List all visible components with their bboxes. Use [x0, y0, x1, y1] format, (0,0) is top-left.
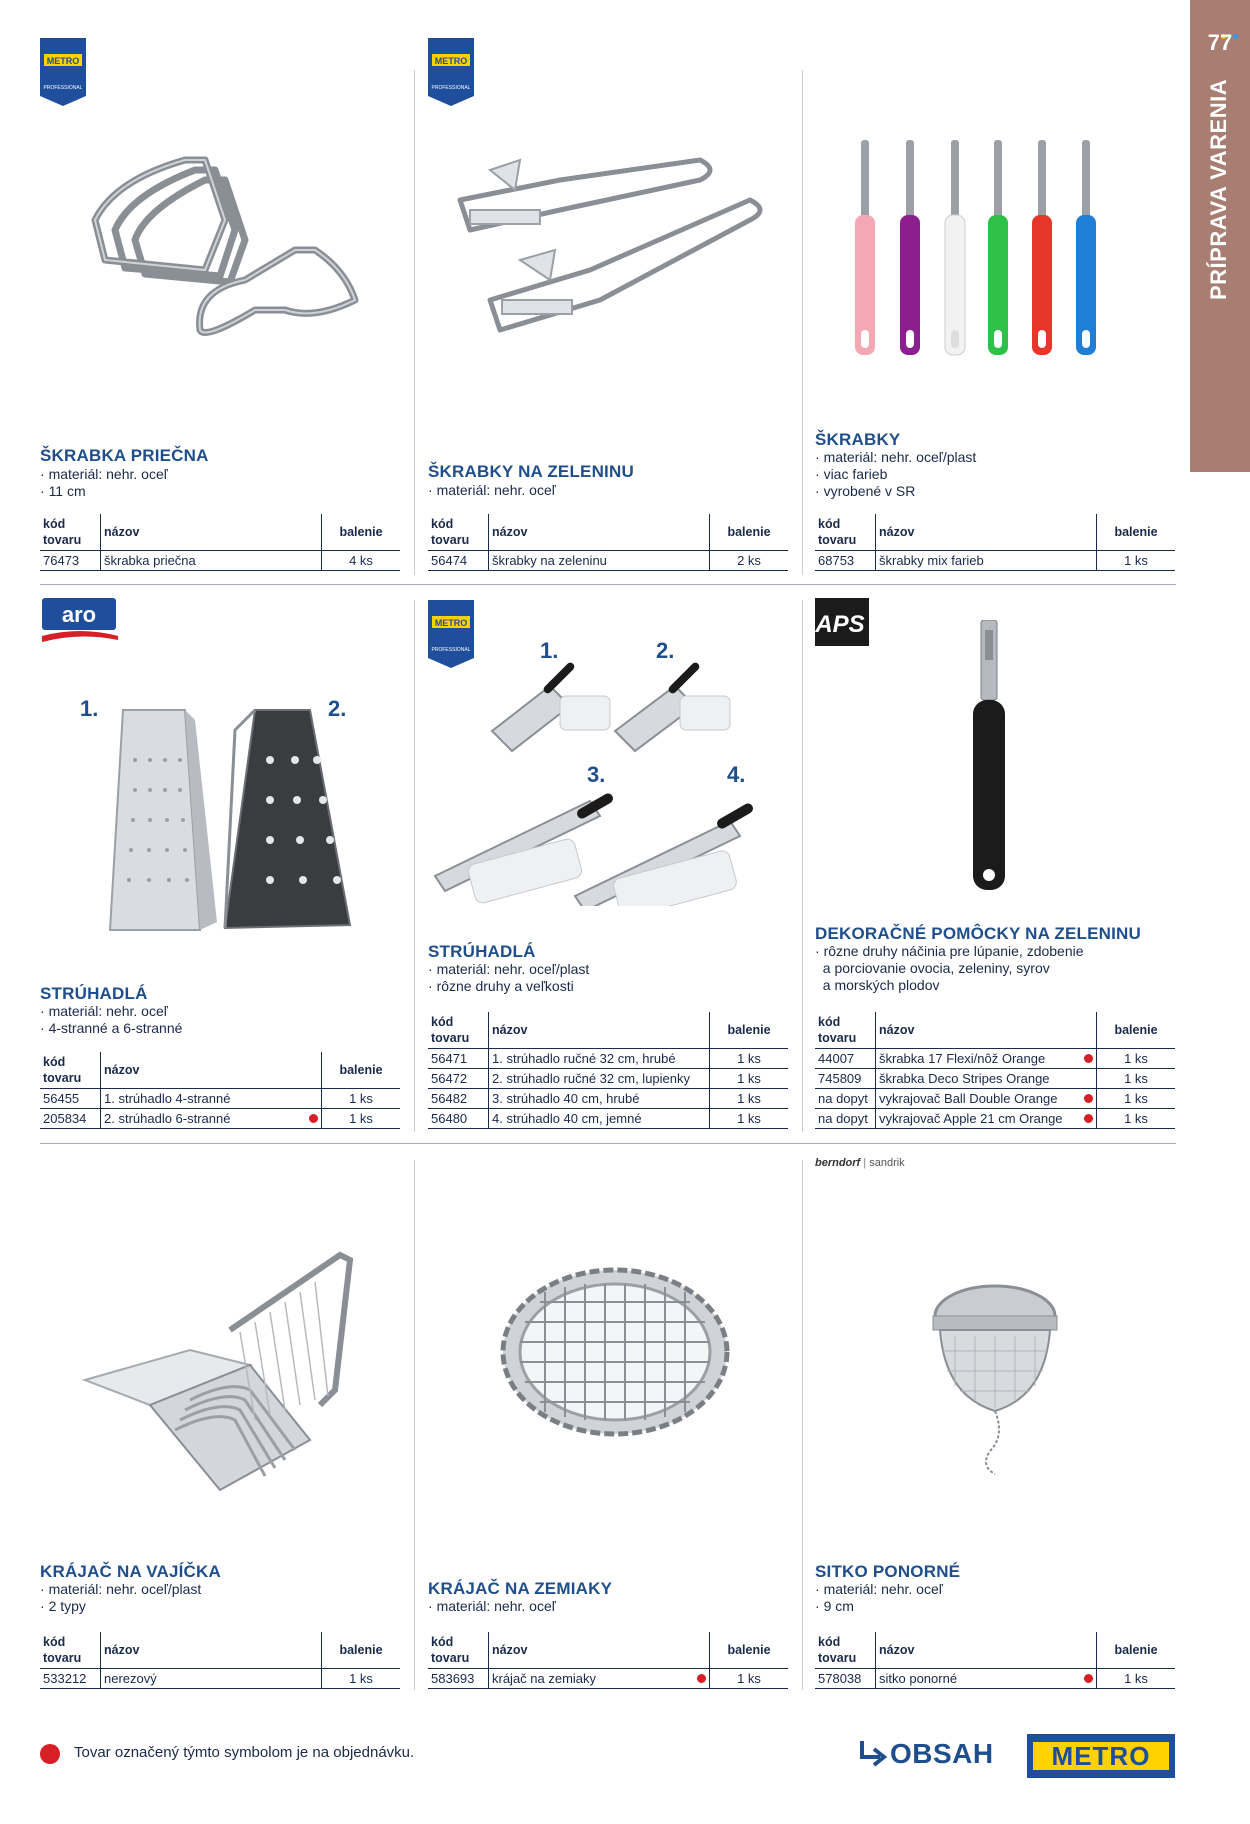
product-table: kód tovaru názov balenie 578038 sitko ponorné 1 ks: [815, 1632, 1175, 1689]
cross-peeler-image: [85, 140, 365, 360]
table-row: 44007 škrabka 17 Flexi/nôž Orange 1 ks: [815, 1049, 1175, 1069]
order-only-icon: [1084, 1674, 1093, 1683]
table-row: 56455 1. strúhadlo 4-stranné 1 ks: [40, 1089, 400, 1109]
order-note: Tovar označený týmto symbolom je na objednávku.: [74, 1744, 415, 1761]
divider: [414, 1160, 415, 1690]
image-number: 2.: [656, 638, 675, 663]
metro-logo: METRO: [1027, 1734, 1175, 1778]
product-table: kód tovaru názov balenie 56474 škrabky na zeleninu 2 ks: [428, 514, 788, 571]
product-title: STRÚHADLÁ: [40, 984, 148, 1003]
product-title: STRÚHADLÁ: [428, 942, 536, 961]
product-table: kód tovaru názov balenie 583693 krájač na zemiaky 1 ks: [428, 1632, 788, 1689]
product-table: kód tovaru názov balenie 533212 nerezový 1 ks: [40, 1632, 400, 1689]
divider: [414, 600, 415, 1132]
svg-text:METRO: METRO: [434, 56, 468, 66]
svg-text:APS: APS: [815, 611, 865, 638]
divider: [802, 600, 803, 1132]
product-bullets: · materiál: nehr. oceľ · 4-stranné a 6-stranné: [40, 1003, 183, 1036]
svg-text:PROFESSIONAL: PROFESSIONAL: [43, 85, 83, 91]
aro-logo: [40, 596, 120, 646]
svg-text:METRO: METRO: [434, 618, 468, 628]
contents-link[interactable]: OBSAH: [858, 1738, 994, 1773]
image-number: 2.: [328, 696, 347, 721]
product-bullets: · materiál: nehr. oceľ: [428, 482, 556, 498]
table-row: 56482 3. strúhadlo 40 cm, hrubé 1 ks: [428, 1089, 788, 1109]
image-number: 1.: [540, 638, 559, 663]
table-row: 56480 4. strúhadlo 40 cm, jemné 1 ks: [428, 1109, 788, 1129]
table-row: 56474 škrabky na zeleninu 2 ks: [428, 551, 788, 571]
product-table: kód tovaru názov balenie 44007 škrabka 17 Flexi/nôž Orange 1 ks 745809 škrabka Deco Stripes Orange 1 ks na dopyt vykrajovač Ball Double Orange 1 ks na dopyt vykrajovač Apple 21 cm Orange 1 ks: [815, 1012, 1175, 1129]
potato-cutter-image: [500, 1262, 730, 1442]
table-row: 56472 2. strúhadlo ručné 32 cm, lupienky 1 ks: [428, 1069, 788, 1089]
product-title: SITKO PONORNÉ: [815, 1562, 961, 1581]
image-number: 1.: [80, 696, 99, 721]
decorating-tool-image: [965, 620, 1015, 900]
arrow-return-icon: [858, 1739, 890, 1773]
row-divider: [40, 584, 1176, 585]
table-row: na dopyt vykrajovač Apple 21 cm Orange 1 ks: [815, 1109, 1175, 1129]
product-bullets: · materiál: nehr. oceľ · 11 cm: [40, 466, 168, 499]
colored-peelers-image: [840, 140, 1150, 360]
product-title: ŠKRABKY: [815, 430, 901, 449]
order-only-icon: [697, 1674, 706, 1683]
product-title: KRÁJAČ NA ZEMIAKY: [428, 1579, 613, 1598]
product-bullets: · materiál: nehr. oceľ/plast · viac farieb · vyrobené v SR: [815, 449, 977, 499]
svg-text:METRO: METRO: [46, 56, 80, 66]
divider: [414, 70, 415, 575]
order-only-icon: [1084, 1054, 1093, 1063]
box-graters-image: [105, 700, 355, 932]
section-title: PRÍPRAVA VARENIA: [1206, 78, 1231, 300]
product-title: DEKORAČNÉ POMÔCKY NA ZELENINU: [815, 924, 1141, 943]
hand-graters-image: [430, 636, 790, 906]
order-only-icon: [1084, 1094, 1093, 1103]
product-table: kód tovaru názov balenie 68753 škrabky mix farieb 1 ks: [815, 514, 1175, 571]
svg-text:aro: aro: [61, 602, 97, 627]
table-row: 76473 škrabka priečna 4 ks: [40, 551, 400, 571]
table-row: 205834 2. strúhadlo 6-stranné 1 ks: [40, 1109, 400, 1129]
product-table: kód tovaru názov balenie 56471 1. strúhadlo ručné 32 cm, hrubé 1 ks 56472 2. strúhadlo ručné 32 cm, lupienky 1 ks 56482 3. strúhadlo 40 cm, hrubé 1 ks 56480 4. strúhadlo 40 cm, jemné 1 ks: [428, 1012, 788, 1129]
product-table: kód tovaru názov balenie 76473 škrabka priečna 4 ks: [40, 514, 400, 571]
order-only-icon: [309, 1114, 318, 1123]
order-only-icon: [40, 1744, 60, 1764]
page-number: 77: [1207, 30, 1233, 55]
table-row: 583693 krájač na zemiaky 1 ks: [428, 1669, 788, 1689]
metro-professional-badge: [40, 38, 86, 106]
table-row: 56471 1. strúhadlo ručné 32 cm, hrubé 1 ks: [428, 1049, 788, 1069]
product-bullets: · rôzne druhy náčinia pre lúpanie, zdobenie a porciovanie ovocia, zeleniny, syrov a morských plodov: [815, 943, 1084, 993]
product-title: ŠKRABKA PRIEČNA: [40, 446, 209, 465]
product-bullets: · materiál: nehr. oceľ/plast · rôzne druhy a veľkosti: [428, 961, 590, 994]
row-divider: [40, 1143, 1176, 1144]
product-bullets: · materiál: nehr. oceľ: [428, 1598, 556, 1614]
aps-logo: [815, 598, 869, 646]
table-row: 533212 nerezový 1 ks: [40, 1669, 400, 1689]
berndorf-sandrik-logo: berndorf | sandrik: [815, 1157, 905, 1169]
table-row: 578038 sitko ponorné 1 ks: [815, 1669, 1175, 1689]
table-row: na dopyt vykrajovač Ball Double Orange 1 ks: [815, 1089, 1175, 1109]
svg-text:PROFESSIONAL: PROFESSIONAL: [431, 647, 471, 653]
image-number: 4.: [727, 762, 746, 787]
egg-slicer-image: [80, 1240, 360, 1500]
product-title: KRÁJAČ NA VAJÍČKA: [40, 1562, 221, 1581]
table-row: 745809 škrabka Deco Stripes Orange 1 ks: [815, 1069, 1175, 1089]
svg-text:PROFESSIONAL: PROFESSIONAL: [431, 85, 471, 91]
product-title: ŠKRABKY NA ZELENINU: [428, 462, 634, 481]
divider: [802, 1160, 803, 1690]
vegetable-peelers-image: [450, 140, 770, 360]
order-only-icon: [1084, 1114, 1093, 1123]
metro-professional-badge: [428, 38, 474, 106]
tea-strainer-image: [925, 1276, 1065, 1476]
table-row: 68753 škrabky mix farieb 1 ks: [815, 551, 1175, 571]
divider: [802, 70, 803, 575]
product-table: kód tovaru názov balenie 56455 1. strúhadlo 4-stranné 1 ks 205834 2. strúhadlo 6-stranné 1 ks: [40, 1052, 400, 1129]
image-number: 3.: [587, 762, 606, 787]
product-bullets: · materiál: nehr. oceľ/plast · 2 typy: [40, 1581, 202, 1614]
product-bullets: · materiál: nehr. oceľ · 9 cm: [815, 1581, 943, 1614]
